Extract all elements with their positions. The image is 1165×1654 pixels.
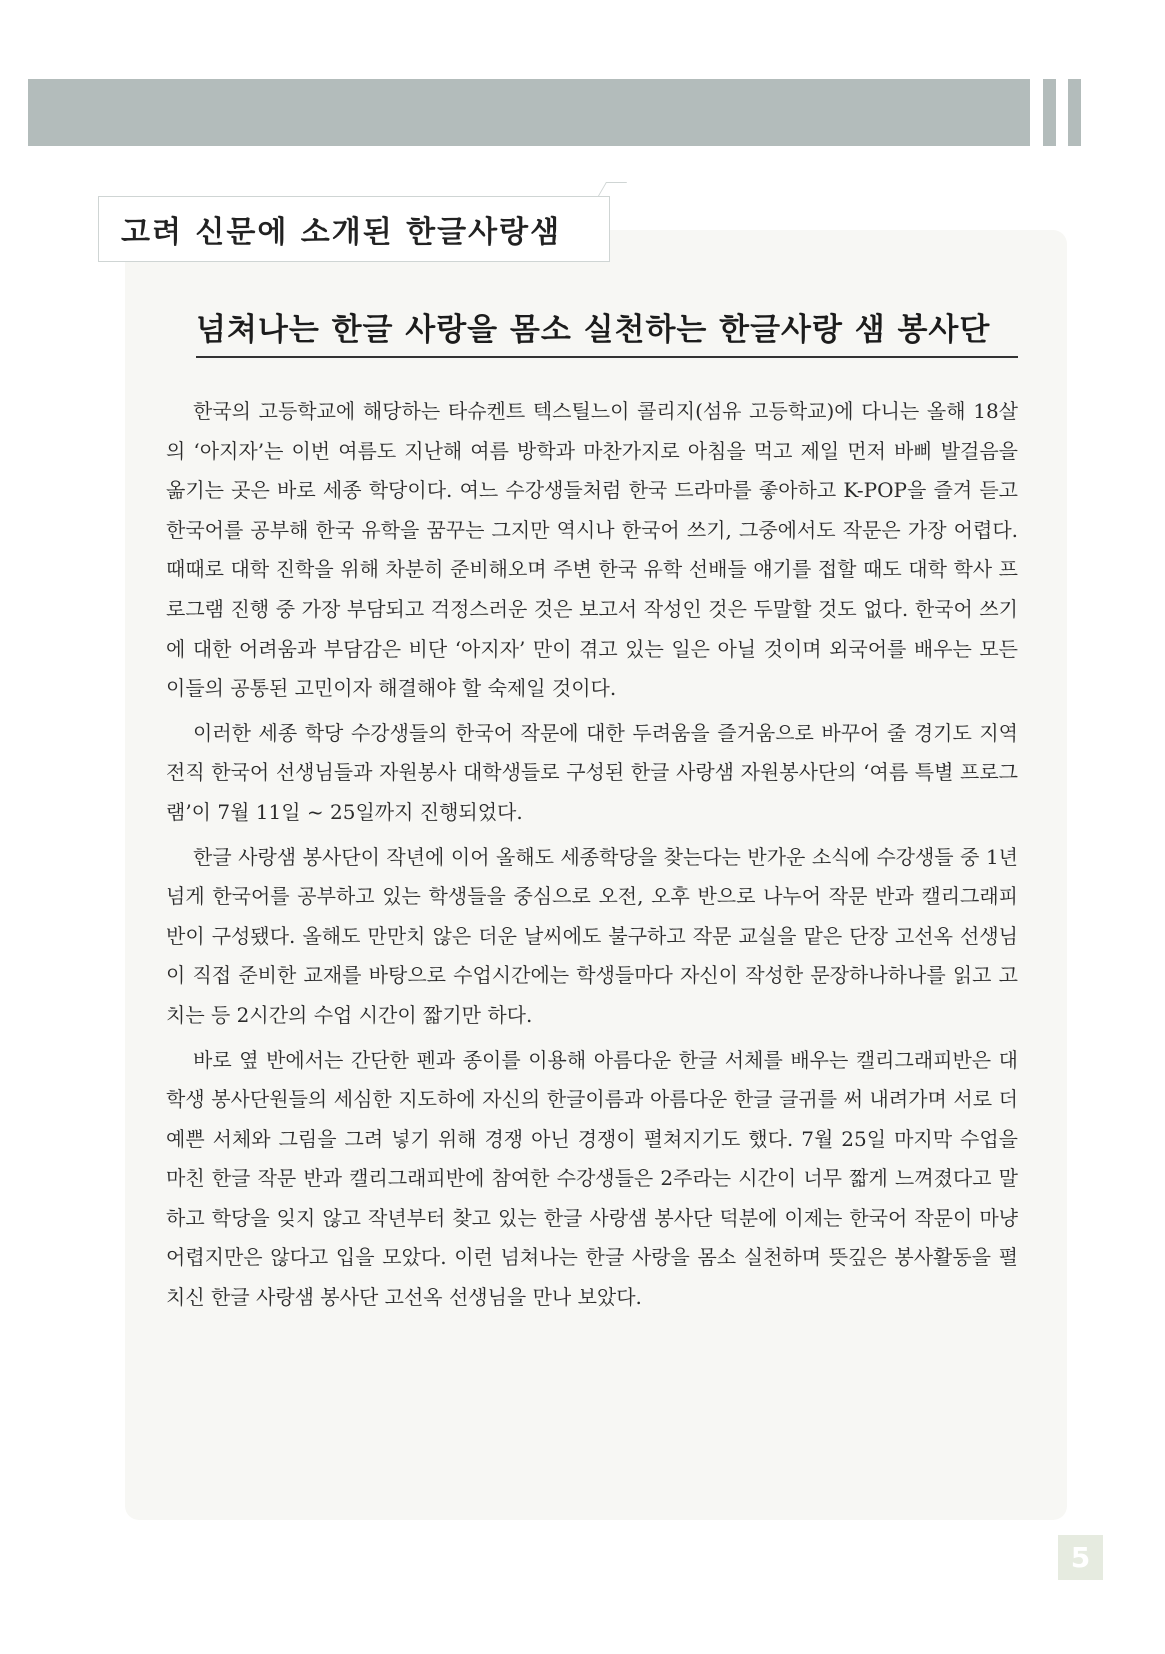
header-stripe xyxy=(1043,79,1056,146)
section-tab: 고려 신문에 소개된 한글사랑샘 xyxy=(98,196,610,262)
header-stripe xyxy=(1068,79,1081,146)
header-stripe xyxy=(1017,79,1030,146)
article-body xyxy=(166,392,1018,1323)
paragraph: 한국의 고등학교에 해당하는 타슈켄트 텍스틸느이 콜리지(섬유 고등학교)에 다니는 올해 18살의 ‘아지자’는 이번 여름도 지난해 여름 방학과 마찬가지로 아침을 먹고 제일 먼저 바삐 발걸음을 옮기는 곳은 바로 세종 학당이다. 여느 수강생들처럼 한국 드라마를 좋아하고 K-POP을 즐겨 듣고 한국어를 공부해 한국 유학을 꿈꾸는 그지만 역시나 한국어 쓰기, 그중에서도 작문은 가장 어렵다. 때때로 대학 진학을 위해 차분히 준비해오며 주변 한국 유학 선배들 얘기를 접할 때도 대학 학사 프로그램 진행 중 가장 부담되고 걱정스러운 것은 보고서 작성인 것은 두말할 것도 없다. 한국어 쓰기에 대한 어려움과 부담감은 비단 ‘아지자’ 만이 겪고 있는 일은 아닐 것이며 외국어를 배우는 모든 이들의 공통된 고민이자 해결해야 할 숙제일 것이다. xyxy=(166,399,1018,701)
header-stripe xyxy=(990,79,1003,146)
paragraph: 바로 옆 반에서는 간단한 펜과 종이를 이용해 아름다운 한글 서체를 배우는 캘리그래피반은 대학생 봉사단원들의 세심한 지도하에 자신의 한글이름과 아름다운 한글 글귀를 써 내려가며 서로 더 예쁜 서체와 그림을 그려 넣기 위해 경쟁 아닌 경쟁이 펼쳐지기도 했다. 7월 25일 마지막 수업을 마친 한글 작문 반과 캘리그래피반에 참여한 수강생들은 2주라는 시간이 너무 짧게 느껴졌다고 말하고 학당을 잊지 않고 작년부터 찾고 있는 한글 사랑샘 봉사단 덕분에 이제는 한국어 작문이 마냥 어렵지만은 않다고 입을 모았다. 이런 넘쳐나는 한글 사랑을 몸소 실천하며 뜻깊은 봉사활동을 펼치신 한글 사랑샘 봉사단 고선옥 선생님을 만나 보았다. xyxy=(166,1047,1018,1310)
article-title: 넘쳐나는 한글 사랑을 몸소 실천하는 한글사랑 샘 봉사단 xyxy=(196,312,991,348)
header-band xyxy=(28,79,1028,146)
title-underline xyxy=(196,356,1018,358)
page-number: 5 xyxy=(1058,1535,1103,1580)
paragraph: 이러한 세종 학당 수강생들의 한국어 작문에 대한 두려움을 즐거움으로 바꾸어 줄 경기도 지역 전직 한국어 선생님들과 자원봉사 대학생들로 구성된 한글 사랑샘 자원봉사단의 ‘여름 특별 프로그램’이 7월 11일 ~ 25일까지 진행되었다. xyxy=(166,720,1018,824)
paragraph: 한글 사랑샘 봉사단이 작년에 이어 올해도 세종학당을 찾는다는 반가운 소식에 수강생들 중 1년 넘게 한국어를 공부하고 있는 학생들을 중심으로 오전, 오후 반으로 나누어 작문 반과 캘리그래피 반이 구성됐다. 올해도 만만치 않은 더운 날씨에도 불구하고 작문 교실을 맡은 단장 고선옥 선생님이 직접 준비한 교재를 바탕으로 수업시간에는 학생들마다 자신이 작성한 문장하나하나를 읽고 고치는 등 2시간의 수업 시간이 짧기만 하다. xyxy=(166,844,1018,1027)
